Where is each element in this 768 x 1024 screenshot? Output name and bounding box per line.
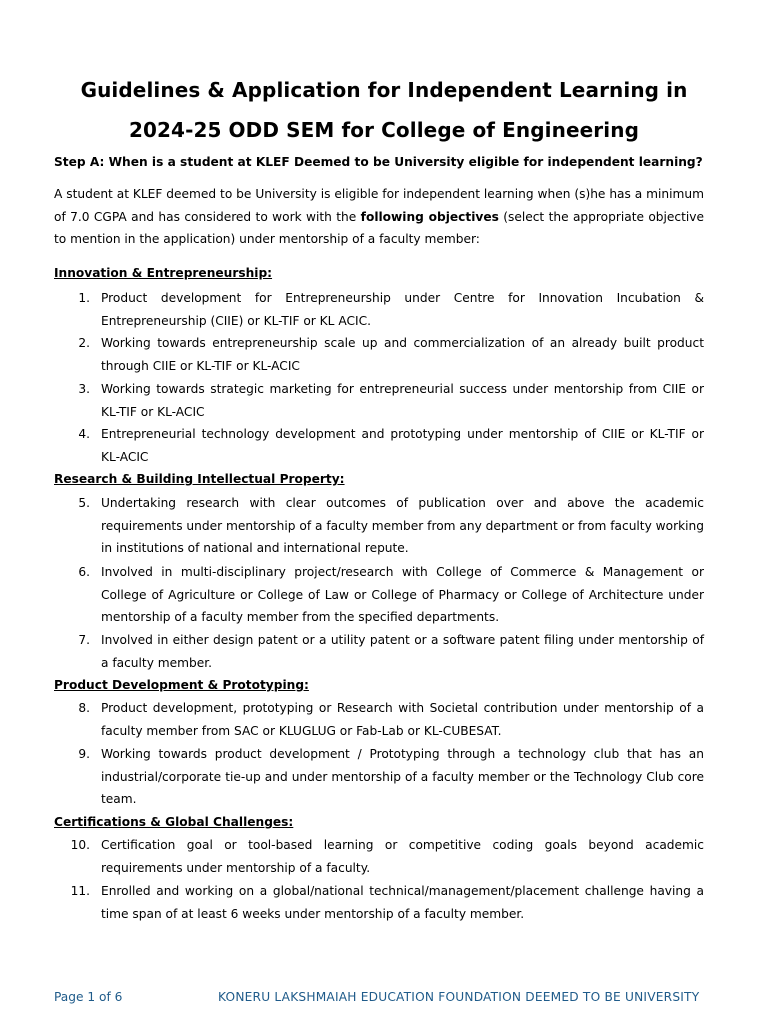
list-item xyxy=(54,629,704,674)
item-text: Involved in multi-disciplinary project/research with College of Commerce & Management or College of Agriculture or College of Law or College of Pharmacy or College of Architecture under mentorship of a faculty member from the specified departments. xyxy=(101,565,704,625)
item-text: Enrolled and working on a global/national technical/management/placement challenge having a time span of at least 6 weeks under mentorship of a faculty member. xyxy=(101,884,704,921)
list-item xyxy=(54,287,704,332)
item-text: Working towards product development / Prototyping through a technology club that has an industrial/corporate tie-up and under mentorship of a faculty member or the Technology Club core team. xyxy=(101,747,704,807)
list-item xyxy=(54,561,704,629)
item-number: 6. xyxy=(78,565,90,579)
item-number: 8. xyxy=(78,701,90,715)
item-text: Undertaking research with clear outcomes of publication over and above the academic requirements under mentorship of a faculty member from any department or from faculty working in institutions of national and international repute. xyxy=(101,496,705,556)
step-a-heading: Step A: When is a student at KLEF Deemed to be University eligible for independent learning? xyxy=(54,155,703,169)
intro-text-2: (select the appropriate objective to mention in the application) under mentorship of a faculty member: xyxy=(54,209,704,247)
list-item xyxy=(54,378,704,423)
list-item xyxy=(54,492,704,560)
document-title-line-1: Guidelines & Application for Independent Learning in xyxy=(80,78,688,102)
page-number: Page 1 of 6 xyxy=(54,990,123,1004)
intro-text-1: A student at KLEF deemed to be University is eligible for independent learning when (s)he has a minimum of 7.0 CGPA and has considered to work with the xyxy=(54,187,704,224)
list-item xyxy=(54,743,704,811)
item-number: 9. xyxy=(78,747,90,761)
item-text: Working towards entrepreneurship scale up and commercialization of an already built product through CIIE or KL-TIF or KL-ACIC xyxy=(101,336,704,373)
item-text: Product development for Entrepreneurship under Centre for Innovation Incubation & Entrepreneurship (CIIE) or KL-TIF or KL ACIC. xyxy=(101,291,704,328)
item-text: Product development, prototyping or Research with Societal contribution under mentorship of a faculty member from SAC or KLUGLUG or Fab-Lab or KL-CUBESAT. xyxy=(101,701,704,738)
document-title-line-2: 2024-25 ODD SEM for College of Engineering xyxy=(129,118,639,142)
item-number: 1. xyxy=(78,291,90,305)
item-number: 5. xyxy=(78,496,90,510)
item-text: Entrepreneurial technology development and prototyping under mentorship of CIIE or KL-TIF or KL-ACIC xyxy=(101,427,704,464)
list-item xyxy=(54,834,704,879)
item-text: Working towards strategic marketing for entrepreneurial success under mentorship from CIIE or KL-TIF or KL-ACIC xyxy=(101,382,704,419)
item-text: Certification goal or tool-based learning or competitive coding goals beyond academic requirements under mentorship of a faculty. xyxy=(101,838,704,875)
section-heading-innovation: Innovation & Entrepreneurship: xyxy=(54,266,273,280)
section-heading-certifications: Certifications & Global Challenges: xyxy=(54,815,294,829)
intro-paragraph xyxy=(54,183,704,251)
item-number: 10. xyxy=(70,838,90,852)
list-item xyxy=(54,880,704,925)
footer-university-name: KONERU LAKSHMAIAH EDUCATION FOUNDATION DEEMED TO BE UNIVERSITY xyxy=(218,990,700,1004)
intro-bold-text: following objectives xyxy=(360,209,499,224)
item-number: 11. xyxy=(70,884,90,898)
list-item xyxy=(54,423,704,468)
list-item xyxy=(54,332,704,377)
item-number: 3. xyxy=(78,382,90,396)
section-heading-research: Research & Building Intellectual Property: xyxy=(54,472,345,486)
item-number: 2. xyxy=(78,336,90,350)
list-item xyxy=(54,697,704,742)
section-heading-product-development: Product Development & Prototyping: xyxy=(54,678,309,692)
item-number: 7. xyxy=(78,633,90,647)
item-text: Involved in either design patent or a utility patent or a software patent filing under mentorship of a faculty member. xyxy=(101,633,704,670)
item-number: 4. xyxy=(78,427,90,441)
